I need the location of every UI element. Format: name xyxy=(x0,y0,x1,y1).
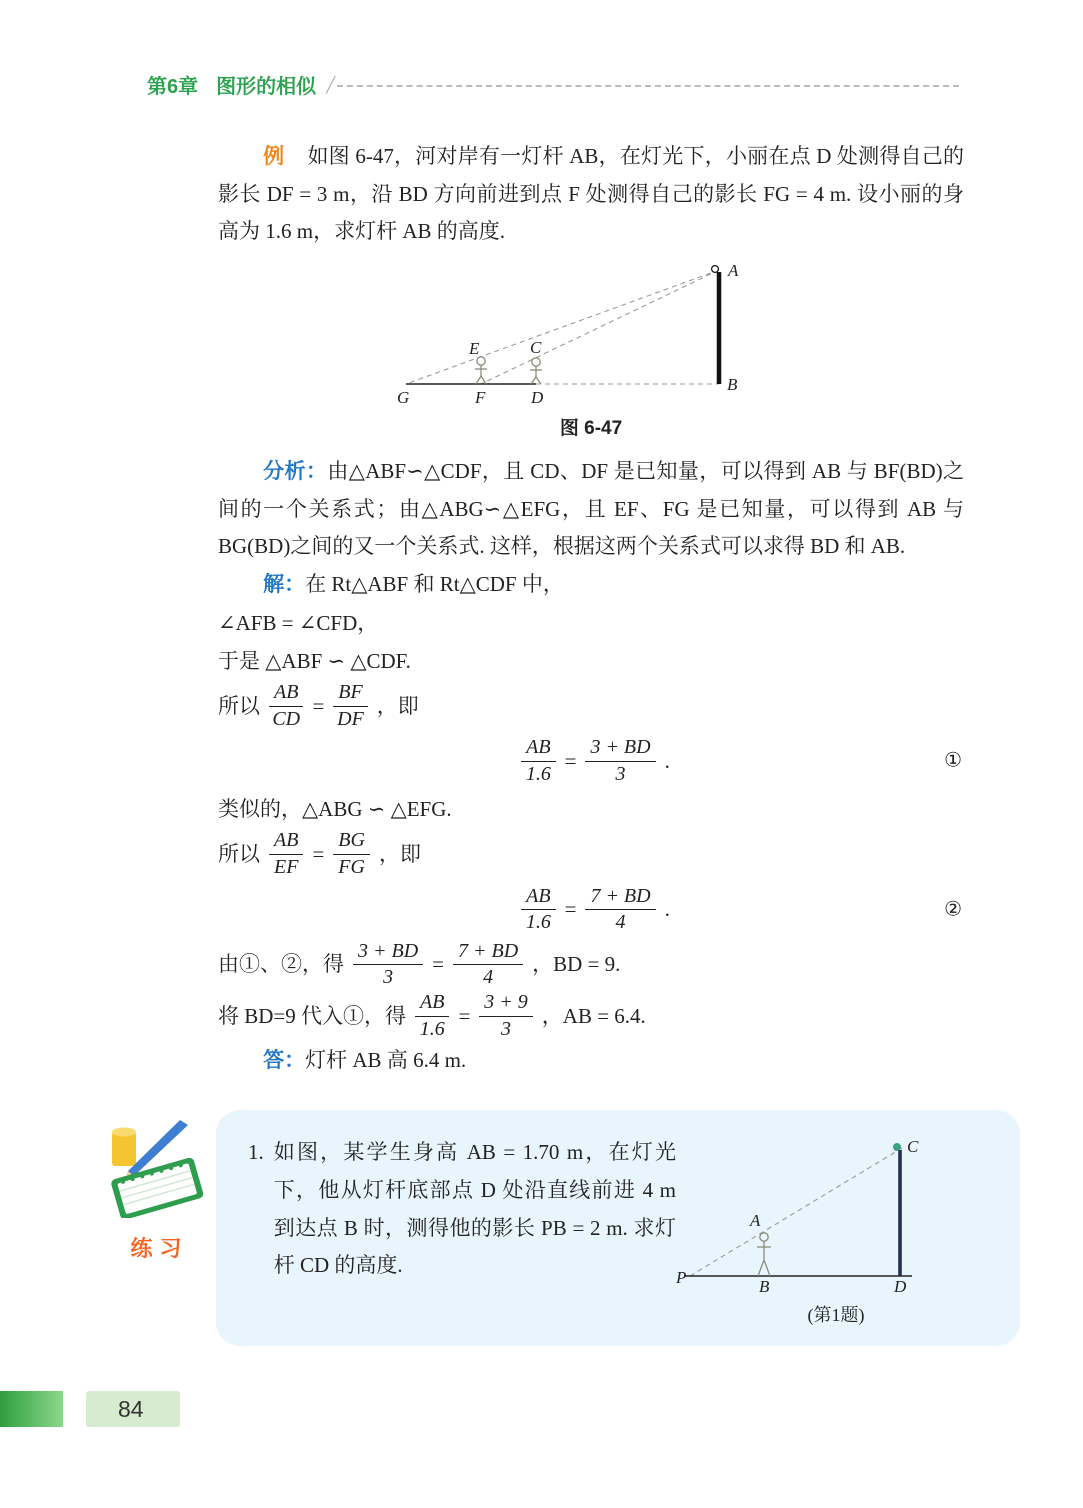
fraction-numerator: AB xyxy=(521,736,555,762)
point-label-D: D xyxy=(894,1277,907,1297)
fraction-numerator: BG xyxy=(333,829,370,855)
fraction xyxy=(353,940,423,990)
equation-1 xyxy=(218,736,964,786)
footer-green-bar xyxy=(0,1391,63,1427)
solution-line-3: 于是 △ABF ∽ △CDF. xyxy=(218,649,411,674)
fraction xyxy=(269,681,303,731)
fraction xyxy=(269,829,303,879)
point-label-B: B xyxy=(759,1277,770,1297)
chapter-title: 图形的相似 xyxy=(216,76,317,98)
solution-combine-line xyxy=(218,940,964,990)
point-label-G: G xyxy=(397,387,410,407)
solution-ratio-line-2 xyxy=(218,829,964,879)
solution-line-5: 类似的，△ABG ∽ △EFG. xyxy=(218,797,452,822)
answer-text: 灯杆 AB 高 6.4 m. xyxy=(305,1048,467,1073)
fraction-numerator: AB xyxy=(269,681,303,707)
equals-sign: = xyxy=(564,897,577,922)
practice-figure-labels xyxy=(676,1137,919,1296)
pencil-holder-icon xyxy=(112,1128,136,1167)
fraction xyxy=(585,885,655,935)
fraction xyxy=(585,736,655,786)
math-text: 将 BD=9 代入①，得 xyxy=(218,1003,407,1028)
fraction xyxy=(333,681,367,731)
figure-6-47-drawing xyxy=(241,260,941,410)
example-label: 例 xyxy=(263,145,285,168)
point-label-E: E xyxy=(469,338,480,358)
point-label-B: B xyxy=(727,374,738,394)
page-content xyxy=(130,138,965,1346)
fraction-denominator: EF xyxy=(274,855,299,878)
fraction-denominator: 1.6 xyxy=(525,762,551,785)
fraction-numerator: 7 + BD xyxy=(585,885,655,911)
solution-line-1-text: 在 Rt△ABF 和 Rt△CDF 中， xyxy=(305,572,564,597)
analysis-label: 分析： xyxy=(263,460,328,484)
fraction xyxy=(415,991,449,1041)
fraction-numerator: 3 + BD xyxy=(353,940,423,966)
figure-6-47 xyxy=(218,260,964,445)
period: . xyxy=(664,897,670,922)
lamp-head-icon xyxy=(712,265,719,272)
fraction xyxy=(521,736,555,786)
page-number-badge xyxy=(86,1391,180,1427)
practice-section xyxy=(96,1110,1012,1346)
fraction-denominator: 3 xyxy=(615,762,626,785)
point-label-D: D xyxy=(531,387,544,407)
fraction xyxy=(453,940,523,990)
equals-sign: = xyxy=(312,693,325,718)
header-dashed-rule xyxy=(337,85,959,87)
math-text: ，即 xyxy=(376,693,419,718)
practice-box xyxy=(216,1110,1020,1346)
light-ray-line xyxy=(690,1148,902,1276)
equals-sign: = xyxy=(312,841,325,866)
fraction-denominator: 4 xyxy=(615,911,626,934)
answer-line xyxy=(218,1042,964,1080)
point-label-C: C xyxy=(907,1137,919,1157)
fraction-numerator: BF xyxy=(333,681,367,707)
example-text: 如图 6-47，河对岸有一灯杆 AB，在灯光下，小丽在点 D 处测得自己的影长 DF = 3 m，沿 BD 方向前进到点 F 处测得自己的影长 FG = 4 m. 设小丽的身高为 1.6 m，求灯杆 AB 的高度. xyxy=(218,144,964,243)
solution-line-2: ∠AFB = ∠CFD， xyxy=(218,611,379,636)
header-slash-decoration: ╱ xyxy=(326,76,336,94)
math-text: ，BD = 9. xyxy=(532,952,621,977)
practice-section-label: 练习 xyxy=(130,1236,189,1261)
example-paragraph xyxy=(218,138,964,250)
math-text: 所以 xyxy=(218,841,260,866)
solution-block xyxy=(218,566,964,1080)
figure-6-47-labels xyxy=(397,261,739,407)
fraction-numerator: 3 + BD xyxy=(585,736,655,762)
practice-figure-caption: (第1题) xyxy=(807,1305,865,1326)
lamp-head-icon xyxy=(893,1143,901,1151)
math-text: ，即 xyxy=(378,841,421,866)
math-text: 由①、②，得 xyxy=(218,952,344,977)
equals-sign: = xyxy=(564,748,577,773)
fraction-numerator: AB xyxy=(415,991,449,1017)
fraction-denominator: 1.6 xyxy=(525,911,551,934)
equation-1-number: ① xyxy=(944,749,962,772)
equation-2 xyxy=(218,885,964,935)
practice-side-column xyxy=(96,1110,216,1346)
point-label-F: F xyxy=(475,387,486,407)
point-label-A: A xyxy=(728,260,739,280)
person-figure-at-F xyxy=(475,357,487,384)
fraction-denominator: 4 xyxy=(483,966,494,989)
fraction-denominator: FG xyxy=(338,855,365,878)
fraction-denominator: 3 xyxy=(501,1017,512,1040)
fraction-denominator: DF xyxy=(337,707,364,730)
fraction-denominator: CD xyxy=(272,707,301,730)
fraction-denominator: 1.6 xyxy=(419,1017,445,1040)
math-text: 所以 xyxy=(218,693,260,718)
practice-item-number: 1. xyxy=(248,1140,264,1165)
point-label-C: C xyxy=(530,337,542,357)
practice-figure-drawing xyxy=(676,1136,996,1298)
fraction-numerator: 7 + BD xyxy=(453,940,523,966)
light-ray-lines xyxy=(406,270,719,384)
solution-ratio-line-1 xyxy=(218,681,964,731)
point-label-A: A xyxy=(750,1211,761,1231)
notebook-pencil-icon xyxy=(96,1116,216,1218)
fraction xyxy=(521,885,555,935)
answer-label: 答： xyxy=(263,1049,306,1073)
point-label-P: P xyxy=(676,1268,687,1288)
equals-sign: = xyxy=(432,952,444,977)
fraction-denominator: 3 xyxy=(383,966,394,989)
practice-figure xyxy=(676,1134,996,1332)
math-text: ，AB = 6.4. xyxy=(541,1003,646,1028)
solution-line-1 xyxy=(218,566,964,604)
fraction xyxy=(333,829,370,879)
person-figure-at-B xyxy=(757,1233,771,1276)
figure-6-47-caption: 图 6-47 xyxy=(559,417,623,439)
page-number: 84 xyxy=(118,1395,144,1422)
chapter-number: 第6章 xyxy=(147,76,199,98)
fraction-numerator: 3 + 9 xyxy=(479,991,533,1017)
period: . xyxy=(664,748,670,773)
fraction-numerator: AB xyxy=(521,885,555,911)
practice-item-text: 如图，某学生身高 AB = 1.70 m，在灯光下，他从灯杆底部点 D 处沿直线前进 4 m 到达点 B 时，测得他的影长 PB = 2 m. 求灯杆 CD 的高度. xyxy=(273,1140,676,1278)
solution-substitute-line xyxy=(218,991,964,1041)
fraction xyxy=(479,991,533,1041)
analysis-text: 由△ABF∽△CDF，且 CD、DF 是已知量，可以得到 AB 与 BF(BD)之间的一个关系式；由△ABG∽△EFG，且 EF、FG 是已知量，可以得到 AB 与 BG(BD)之间的又一个关系式. 这样，根据这两个关系式可以求得 BD 和 AB. xyxy=(218,459,965,559)
equals-sign: = xyxy=(458,1003,471,1028)
analysis-paragraph xyxy=(218,453,964,565)
practice-problem-1 xyxy=(248,1134,676,1332)
solution-label: 解： xyxy=(263,573,306,597)
fraction-numerator: AB xyxy=(269,829,303,855)
equation-2-number: ② xyxy=(944,898,962,921)
chapter-header xyxy=(147,70,959,99)
person-figure-at-D xyxy=(530,358,542,384)
